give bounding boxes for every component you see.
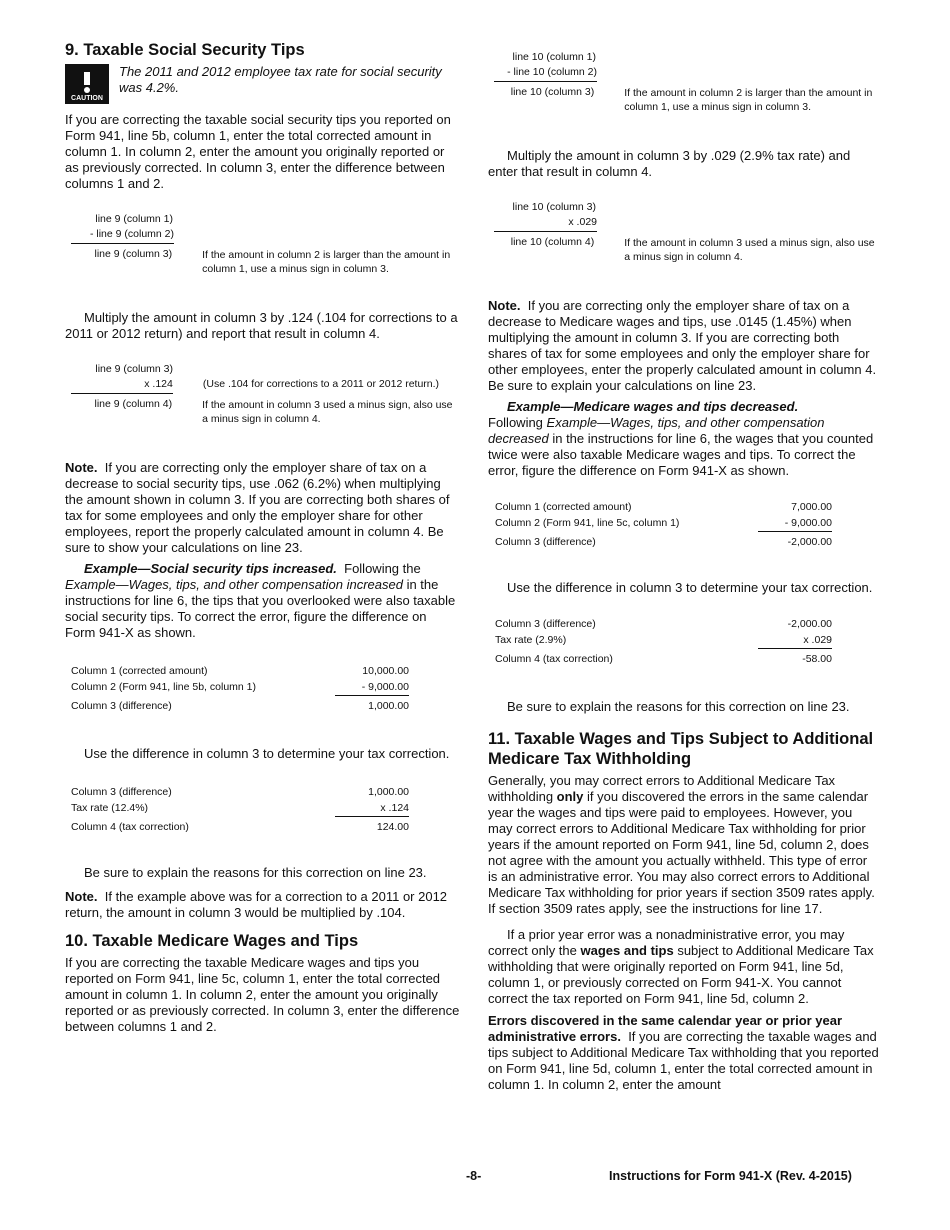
example-1 — [65, 561, 460, 641]
calc-label: line 10 (column 3) — [512, 201, 596, 213]
table-ss-correction — [71, 784, 409, 835]
caution-text: The 2011 and 2012 employee tax rate for social security was 4.2%. — [119, 64, 442, 95]
section-9-paragraph-1: If you are correcting the taxable social security tips you reported on Form 941, line 5b, column 1, enter the total corrected amount in column 1. In column 2, enter the amount you originally reported or as previously corrected. In column 3, enter the difference between columns 1 and 2. — [65, 112, 451, 191]
calc-line10-mult — [488, 200, 880, 264]
use-difference-2: Use the difference in column 3 to determine your tax correction. — [507, 580, 873, 595]
paragraph-text: If a prior year error was a nonadministrative error, you may correct only the — [488, 927, 845, 958]
calc-line9-diff — [65, 212, 460, 276]
table-value: 1,000.00 — [368, 700, 409, 712]
table-row — [495, 534, 832, 550]
calc-label: x .029 — [494, 215, 597, 232]
paragraph-text: subject to Additional Medicare Tax withholding that were originally reported on Form 941, line 5d, column 1, or previously corrected on Form 941-X. You cannot correct the tax reported on Form 941, line 5d, column 2. — [488, 943, 874, 1006]
calc-note: If the amount in column 3 used a minus sign, also use a minus sign in column 4. — [202, 399, 453, 425]
calc-label: line 10 (column 1) — [512, 51, 596, 63]
table-label: Column 1 (corrected amount) — [495, 501, 632, 513]
note-text: If the example above was for a correction to a 2011 or 2012 return, the amount in column 3 would be multiplied by .104. — [65, 889, 448, 920]
table-label: Column 3 (difference) — [495, 618, 596, 630]
calc-label: - line 9 (column 2) — [71, 227, 174, 244]
table-row — [495, 632, 832, 649]
calc-note: (Use .104 for corrections to a 2011 or 2012 return.) — [202, 378, 440, 390]
example-ref: Example—Wages, tips, and other compensation decreased — [488, 415, 825, 446]
calc-label: line 10 (column 3) — [510, 86, 595, 98]
note-2 — [65, 889, 460, 921]
example-text: Following the — [344, 561, 421, 576]
page-number: -8- — [466, 1169, 482, 1183]
note-1 — [65, 460, 460, 556]
use-difference-1: Use the difference in column 3 to determine your tax correction. — [84, 746, 450, 761]
table-value: - 9,000.00 — [758, 515, 832, 532]
table-value: 1,000.00 — [368, 786, 409, 798]
section-10-paragraph-1: If you are correcting the taxable Medicare wages and tips you reported on Form 941, line 5c, column 1, enter the total corrected amount in column 1. In column 2, enter the amount you originally reported or as previously corrected. In column 3, enter the difference between columns 1 and 2. — [65, 955, 460, 1034]
multiply-paragraph: Multiply the amount in column 3 by .029 (2.9% tax rate) and enter that result in column 4. — [488, 148, 851, 179]
table-value: -2,000.00 — [787, 618, 832, 630]
table-row — [71, 679, 409, 696]
table-row — [495, 499, 832, 515]
section-11-paragraph-2 — [488, 927, 880, 1007]
table-label: Column 2 (Form 941, line 5c, column 1) — [495, 517, 680, 529]
table-label: Column 4 (tax correction) — [495, 653, 613, 665]
explain-1: Be sure to explain the reasons for this correction on line 23. — [84, 865, 427, 880]
example-title: Example—Social security tips increased. — [84, 561, 337, 576]
table-row — [71, 663, 409, 679]
table-value: - 9,000.00 — [335, 679, 409, 696]
calc-label: line 9 (column 3) — [95, 363, 173, 375]
section-11-heading: 11. Taxable Wages and Tips Subject to Additional Medicare Tax Withholding — [488, 730, 874, 768]
table-row — [495, 616, 832, 632]
paragraph-emphasis: wages and tips — [580, 943, 674, 958]
footer-form-title: Instructions for Form 941-X (Rev. 4-2015) — [609, 1169, 852, 1183]
table-row — [71, 819, 409, 835]
table-medicare-diff — [495, 499, 832, 550]
note-label: Note. — [488, 298, 521, 313]
caution-icon — [65, 64, 109, 104]
table-label: Column 3 (difference) — [495, 536, 596, 548]
table-label: Column 1 (corrected amount) — [71, 665, 208, 677]
calc-label: - line 10 (column 2) — [494, 65, 597, 82]
table-label: Column 3 (difference) — [71, 700, 172, 712]
table-label: Column 2 (Form 941, line 5b, column 1) — [71, 681, 256, 693]
table-ss-diff — [71, 663, 409, 714]
calc-line9-mult — [65, 362, 460, 426]
table-medicare-correction — [495, 616, 832, 667]
section-11-paragraph-3 — [488, 1013, 880, 1093]
table-value: 124.00 — [376, 821, 409, 833]
note-label: Note. — [65, 889, 98, 904]
note-label: Note. — [65, 460, 98, 475]
calc-note: If the amount in column 3 used a minus sign, also use a minus sign in column 4. — [624, 237, 875, 263]
paragraph-text: if you discovered the errors in the same calendar year the wages and tips were paid to employees. However, you may correct errors to Additional Medicare Tax withholding for prior years if the amount reported on Form 941, line 5d, column 2, does not agree with the amount you actually withheld. This type of error is an administrative error. You may also correct errors to Additional Medicare Tax withholding for prior years if section 3509 rates apply. If section 3509 rates apply, see the instructions for line 17. — [488, 789, 875, 916]
table-value: -2,000.00 — [787, 536, 832, 548]
calc-label: line 9 (column 4) — [94, 398, 173, 410]
calc-note: If the amount in column 2 is larger than the amount in column 1, use a minus sign in column 3. — [202, 249, 451, 275]
calc-label: line 10 (column 4) — [510, 236, 595, 248]
table-label: Column 3 (difference) — [71, 786, 172, 798]
calc-label: line 9 (column 3) — [94, 248, 173, 260]
section-10-heading: 10. Taxable Medicare Wages and Tips — [65, 932, 359, 950]
table-value: 10,000.00 — [362, 665, 409, 677]
section-9-heading: 9. Taxable Social Security Tips — [65, 41, 305, 59]
paragraph-text: If you are correcting the taxable wages and tips subject to Additional Medicare Tax withholding that you reported on Form 941, line 5d, column 1, enter the total corrected amount in column 1. In column 2, enter the amount — [488, 1029, 879, 1092]
calc-label: line 9 (column 1) — [95, 213, 173, 225]
explain-2: Be sure to explain the reasons for this correction on line 23. — [507, 699, 850, 714]
paragraph-emphasis: Errors discovered in the same calendar year or prior year administrative errors. — [488, 1013, 843, 1044]
example-text: Following — [488, 415, 543, 430]
table-label: Tax rate (12.4%) — [71, 802, 149, 814]
example-text: in the instructions for line 6, the tips that you overlooked were also taxable social security tips. To correct the error, figure the difference on Form 941-X as shown. — [65, 577, 456, 640]
left-column — [65, 40, 460, 1035]
note-text: If you are correcting only the employer share of tax on a decrease to social security tips, use .062 (6.2%) when multiplying the amount shown in column 3. If you are correcting both shares of tax for some employees and only the employer share for other employees, report the properly calculated amount in column 4. Be sure to show your calculations on line 23. — [65, 460, 450, 555]
calc-label: x .124 — [71, 377, 173, 394]
note-3 — [488, 298, 880, 394]
right-column — [488, 40, 880, 1093]
caution-label: CAUTION — [71, 95, 103, 102]
section-11-paragraph-1 — [488, 773, 880, 917]
example-title: Example—Medicare wages and tips decreased. — [507, 399, 799, 414]
note-text: If you are correcting only the employer share of tax on a decrease to Medicare wages and tips, use .0145 (1.45%) when multiplying the amount in column 3. If you are correcting both shares of tax for some employees and only the employer share for other employees, enter the properly calculated amount in column 4. Be sure to explain your calculations on line 23. — [488, 298, 877, 393]
table-row — [495, 651, 832, 667]
table-value: -58.00 — [802, 653, 832, 665]
section-9-paragraph-2: Multiply the amount in column 3 by .124 (.104 for corrections to a 2011 or 2012 return) and report that result in column 4. — [65, 310, 458, 341]
paragraph-text: Generally, you may correct errors to Additional Medicare Tax withholding — [488, 773, 836, 804]
table-value: x .124 — [335, 800, 409, 817]
table-value: x .029 — [758, 632, 832, 649]
table-row — [71, 698, 409, 714]
calc-line10-diff — [488, 50, 880, 114]
table-row — [71, 800, 409, 817]
table-label: Tax rate (2.9%) — [495, 634, 567, 646]
table-value: 7,000.00 — [791, 501, 832, 513]
paragraph-emphasis: only — [556, 789, 584, 804]
table-label: Column 4 (tax correction) — [71, 821, 189, 833]
table-row — [495, 515, 832, 532]
example-ref: Example—Wages, tips, and other compensation increased — [65, 577, 403, 592]
table-row — [71, 784, 409, 800]
example-text: in the instructions for line 6, the wages that you counted twice were also taxable Medicare wages and tips. To correct the error, figure the difference on Form 941-X as shown. — [488, 431, 874, 478]
example-2 — [488, 399, 880, 479]
calc-note: If the amount in column 2 is larger than the amount in column 1, use a minus sign in column 3. — [624, 87, 873, 113]
caution-block — [65, 64, 460, 104]
